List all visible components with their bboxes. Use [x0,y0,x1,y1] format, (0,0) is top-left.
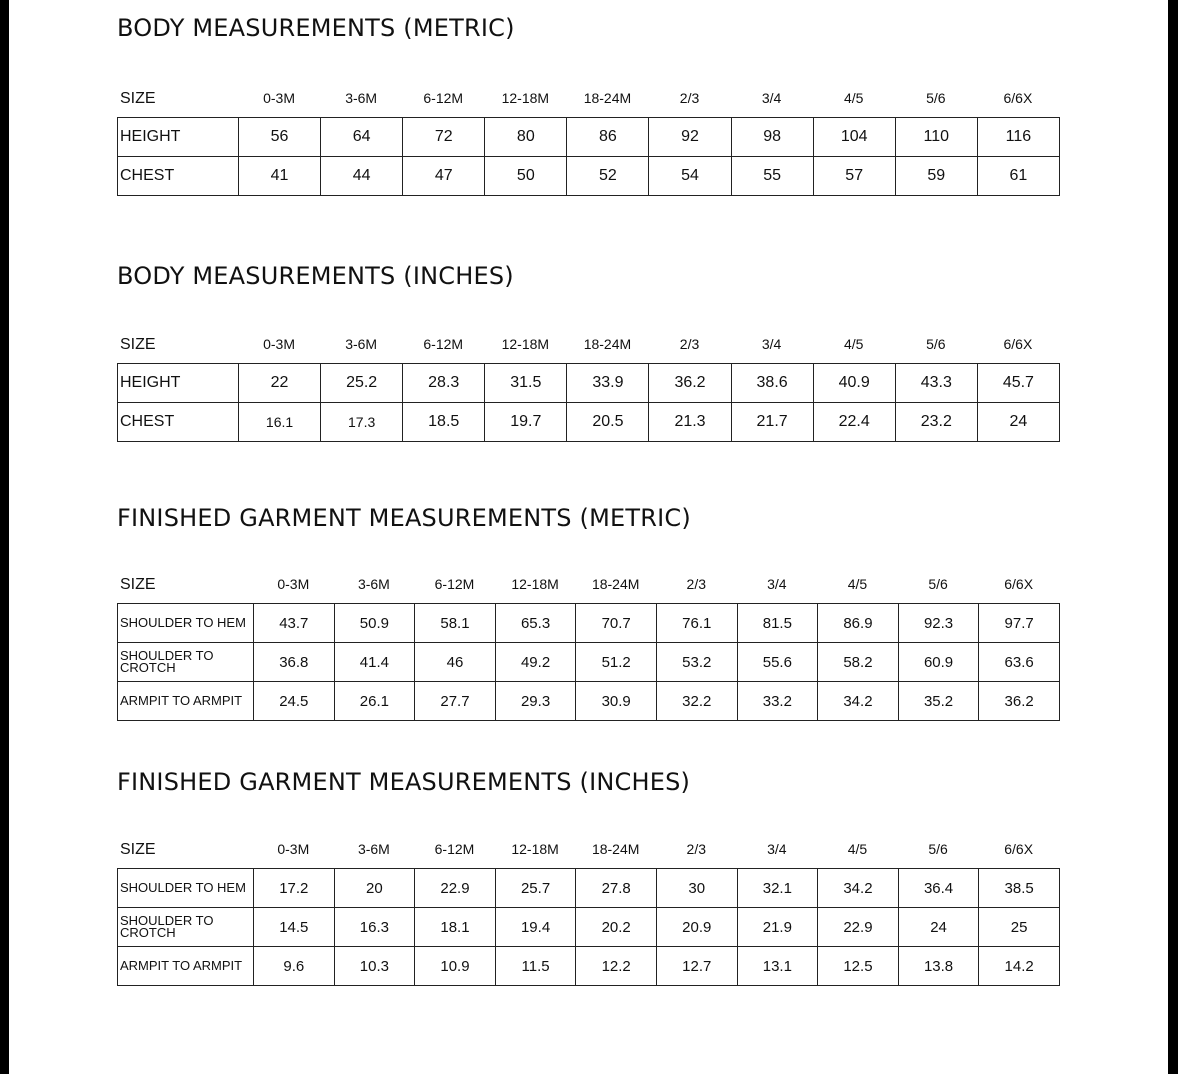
table-row [118,157,1060,196]
measurement-cell: 64 [321,118,403,157]
size-header-cell: 6-12M [434,576,475,592]
row-label: ARMPIT TO ARMPIT [118,682,254,721]
size-header-row [117,90,1059,108]
table-row [118,364,1060,403]
size-header-cell: 2/3 [679,336,700,352]
measurement-cell: 38.6 [731,364,813,403]
measurement-cell: 61 [977,157,1059,196]
measurement-cell: 34.2 [818,682,899,721]
measurement-cell: 31.5 [485,364,567,403]
body-metric-section [117,14,1059,199]
size-header-cell: 3-6M [345,90,378,106]
size-header-row [117,841,1059,859]
size-header-cell: 5/6 [928,576,948,592]
measurement-cell: 28.3 [403,364,485,403]
size-header-cell: 3-6M [357,576,390,592]
measurement-cell: 29.3 [495,682,576,721]
size-header-cell: 3-6M [345,336,378,352]
measurement-cell: 54 [649,157,731,196]
table-row [118,869,1060,908]
row-label: HEIGHT [118,118,239,157]
measurement-cell: 55 [731,157,813,196]
measurement-cell: 43.7 [254,604,335,643]
measurement-cell: 86.9 [818,604,899,643]
measurement-cell: 41.4 [334,643,415,682]
measurement-cell: 12.7 [656,947,737,986]
garment-inches-section [117,768,1059,988]
measurement-cell: 14.2 [979,947,1060,986]
measurement-cell: 30 [656,869,737,908]
measurement-cell: 65.3 [495,604,576,643]
row-label: SHOULDER TO CROTCH [118,643,254,682]
measurement-cell: 25.2 [321,364,403,403]
measurement-cell: 24.5 [254,682,335,721]
size-header-cell: 5/6 [928,841,948,857]
measurement-cell: 47 [403,157,485,196]
body-inches-table [117,363,1060,442]
measurement-cell: 35.2 [898,682,979,721]
size-header-cell: 6-12M [423,336,464,352]
measurement-cell: 44 [321,157,403,196]
body-inches-section [117,262,1059,447]
row-label: SHOULDER TO HEM [118,869,254,908]
measurement-cell: 40.9 [813,364,895,403]
size-header-cell: 12-18M [511,576,559,592]
measurement-cell: 63.6 [979,643,1060,682]
size-header-cell: 4/5 [843,336,864,352]
measurement-cell: 55.6 [737,643,818,682]
row-label: SHOULDER TO HEM [118,604,254,643]
measurement-cell: 22.9 [818,908,899,947]
size-header-row [117,576,1059,594]
size-header-cell: 18-24M [591,576,640,592]
measurement-cell: 13.1 [737,947,818,986]
size-header-cell: 5/6 [926,90,946,106]
size-header-label: SIZE [120,90,156,107]
measurement-cell: 51.2 [576,643,657,682]
measurement-cell: 59 [895,157,977,196]
measurement-cell: 10.9 [415,947,496,986]
measurement-cell: 45.7 [977,364,1059,403]
measurement-cell: 32.1 [737,869,818,908]
size-header-cell: 6-12M [434,841,475,857]
measurement-cell: 25.7 [495,869,576,908]
table-row [118,947,1060,986]
size-header-cell: 4/5 [847,576,868,592]
size-header-cell: 2/3 [686,841,706,857]
table-row [118,604,1060,643]
size-header-cell: 6/6X [1003,90,1033,106]
measurement-cell: 9.6 [254,947,335,986]
measurement-cell: 10.3 [334,947,415,986]
measurement-cell: 43.3 [895,364,977,403]
measurement-cell: 80 [485,118,567,157]
size-header-row [117,336,1059,354]
size-header-cell: 4/5 [843,90,864,106]
measurement-cell: 25 [979,908,1060,947]
size-header-cell: 18-24M [591,841,640,857]
measurement-cell: 53.2 [656,643,737,682]
measurement-cell: 36.2 [979,682,1060,721]
measurement-cell: 20.5 [567,403,649,442]
size-header-cell: 2/3 [679,90,700,106]
row-label: HEIGHT [118,364,239,403]
size-header-cell: 6/6X [1004,841,1034,857]
row-label: SHOULDER TO CROTCH [118,908,254,947]
table-row [118,682,1060,721]
measurement-cell: 56 [239,118,321,157]
measurement-cell: 36.8 [254,643,335,682]
size-header-cell: 12-18M [511,841,559,857]
measurement-cell: 24 [898,908,979,947]
measurement-cell: 36.2 [649,364,731,403]
measurement-cell: 14.5 [254,908,335,947]
size-header-cell: 4/5 [847,841,868,857]
measurement-cell: 60.9 [898,643,979,682]
measurement-cell: 52 [567,157,649,196]
size-header-cell: 12-18M [501,90,550,106]
measurement-cell: 70.7 [576,604,657,643]
measurement-cell: 34.2 [818,869,899,908]
measurement-cell: 98 [731,118,813,157]
size-header-cell: 3/4 [761,336,782,352]
measurement-cell: 50 [485,157,567,196]
measurement-cell: 110 [895,118,977,157]
measurement-cell: 41 [239,157,321,196]
size-header-cell: 3/4 [761,90,782,106]
measurement-cell: 20.9 [656,908,737,947]
table-row [118,403,1060,442]
measurement-cell: 18.1 [415,908,496,947]
measurement-cell: 11.5 [495,947,576,986]
measurement-cell: 27.8 [576,869,657,908]
measurement-cell: 86 [567,118,649,157]
size-header-cell: 3/4 [767,841,787,857]
measurement-cell: 20.2 [576,908,657,947]
measurement-cell: 33.9 [567,364,649,403]
size-header-cell: 0-3M [263,336,295,352]
garment-metric-section [117,504,1059,724]
measurement-cell: 18.5 [403,403,485,442]
measurement-cell: 23.2 [895,403,977,442]
measurement-cell: 16.1 [239,403,321,442]
measurement-cell: 24 [977,403,1059,442]
measurement-cell: 76.1 [656,604,737,643]
size-header-cell: 5/6 [926,336,946,352]
size-header-cell: 18-24M [583,336,632,352]
row-label: CHEST [118,157,239,196]
size-header-label: SIZE [120,336,156,353]
measurement-cell: 13.8 [898,947,979,986]
body-inches-title: BODY MEASUREMENTS (INCHES) [117,262,514,290]
measurement-cell: 17.3 [321,403,403,442]
measurement-cell: 116 [977,118,1059,157]
measurement-cell: 57 [813,157,895,196]
body-metric-table [117,117,1060,196]
measurement-cell: 12.2 [576,947,657,986]
measurement-cell: 81.5 [737,604,818,643]
measurement-cell: 58.1 [415,604,496,643]
table-row [118,643,1060,682]
measurement-cell: 38.5 [979,869,1060,908]
size-chart-sheet [9,0,1168,1074]
row-label: ARMPIT TO ARMPIT [118,947,254,986]
size-header-cell: 12-18M [501,336,550,352]
measurement-cell: 12.5 [818,947,899,986]
measurement-cell: 49.2 [495,643,576,682]
table-row [118,118,1060,157]
table-row [118,908,1060,947]
measurement-cell: 21.7 [731,403,813,442]
size-header-cell: 6/6X [1003,336,1033,352]
size-header-cell: 0-3M [277,576,310,592]
measurement-cell: 16.3 [334,908,415,947]
measurement-cell: 72 [403,118,485,157]
measurement-cell: 32.2 [656,682,737,721]
measurement-cell: 19.4 [495,908,576,947]
measurement-cell: 26.1 [334,682,415,721]
measurement-cell: 46 [415,643,496,682]
measurement-cell: 92.3 [898,604,979,643]
measurement-cell: 97.7 [979,604,1060,643]
measurement-cell: 17.2 [254,869,335,908]
size-header-cell: 0-3M [277,841,310,857]
measurement-cell: 104 [813,118,895,157]
measurement-cell: 19.7 [485,403,567,442]
garment-inches-title: FINISHED GARMENT MEASUREMENTS (INCHES) [117,768,691,796]
size-header-cell: 3-6M [357,841,390,857]
size-header-cell: 18-24M [583,90,632,106]
measurement-cell: 27.7 [415,682,496,721]
measurement-cell: 50.9 [334,604,415,643]
garment-metric-title: FINISHED GARMENT MEASUREMENTS (METRIC) [117,504,691,532]
measurement-cell: 36.4 [898,869,979,908]
measurement-cell: 30.9 [576,682,657,721]
measurement-cell: 22.9 [415,869,496,908]
size-header-cell: 0-3M [263,90,295,106]
size-header-cell: 6/6X [1004,576,1034,592]
measurement-cell: 33.2 [737,682,818,721]
measurement-cell: 21.3 [649,403,731,442]
size-header-label: SIZE [120,841,156,858]
row-label: CHEST [118,403,239,442]
measurement-cell: 22.4 [813,403,895,442]
measurement-cell: 58.2 [818,643,899,682]
size-header-label: SIZE [120,576,156,593]
measurement-cell: 21.9 [737,908,818,947]
garment-inches-table [117,868,1060,986]
measurement-cell: 92 [649,118,731,157]
size-header-cell: 2/3 [686,576,706,592]
garment-metric-table [117,603,1060,721]
measurement-cell: 22 [239,364,321,403]
body-metric-title: BODY MEASUREMENTS (METRIC) [117,14,515,42]
measurement-cell: 20 [334,869,415,908]
size-header-cell: 3/4 [767,576,787,592]
size-header-cell: 6-12M [423,90,464,106]
